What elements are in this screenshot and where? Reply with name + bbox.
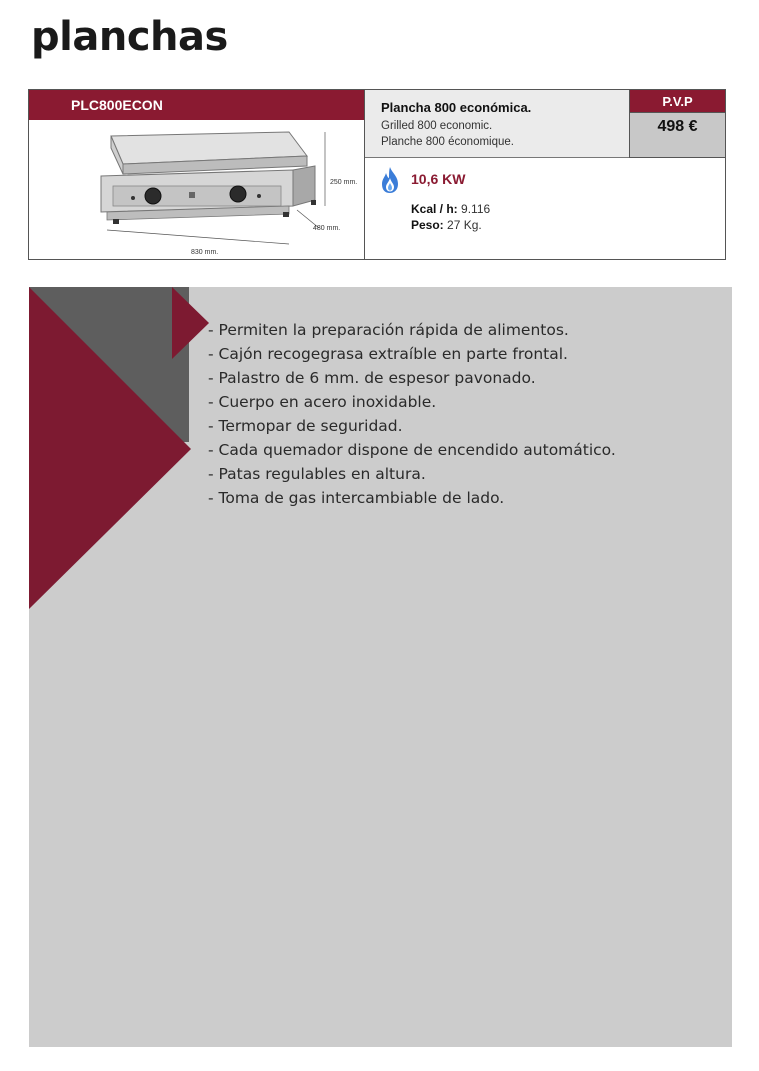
kcal-label: Kcal / h: <box>411 202 458 216</box>
feature-item: - Toma de gas intercambiable de lado. <box>208 489 505 507</box>
dimension-depth: 480 mm. <box>313 225 341 232</box>
dimension-height: 250 mm. <box>330 179 358 186</box>
price-label: P.V.P <box>630 90 725 113</box>
product-names <box>365 90 629 158</box>
spec-kcal <box>411 202 490 216</box>
feature-item: - Patas regulables en altura. <box>208 465 426 483</box>
page-title: planchas <box>31 14 228 60</box>
product-card <box>28 89 726 260</box>
power-value: 10,6 KW <box>411 171 466 187</box>
kcal-value: 9.116 <box>461 202 491 216</box>
price-box <box>629 90 725 158</box>
feature-item: - Cajón recogegrasa extraíble en parte frontal. <box>208 345 568 363</box>
product-name-es: Plancha 800 económica. <box>381 100 532 115</box>
flame-icon <box>379 166 401 194</box>
product-name-fr: Planche 800 économique. <box>381 136 514 148</box>
product-code: PLC800ECON <box>29 90 364 120</box>
feature-item: - Termopar de seguridad. <box>208 417 403 435</box>
feature-item: - Cuerpo en acero inoxidable. <box>208 393 437 411</box>
dimension-width: 830 mm. <box>191 249 219 256</box>
decorative-triangles <box>29 287 209 609</box>
peso-label: Peso: <box>411 218 444 232</box>
feature-item: - Palastro de 6 mm. de espesor pavonado. <box>208 369 536 387</box>
spec-weight <box>411 218 482 232</box>
peso-value: 27 Kg. <box>447 218 482 232</box>
features-list <box>208 318 616 510</box>
price-value: 498 € <box>657 118 698 135</box>
product-name-en: Grilled 800 economic. <box>381 120 493 132</box>
feature-item: - Permiten la preparación rápida de alimentos. <box>208 321 569 339</box>
feature-item: - Cada quemador dispone de encendido automático. <box>208 441 616 459</box>
griddle-image <box>93 126 358 256</box>
